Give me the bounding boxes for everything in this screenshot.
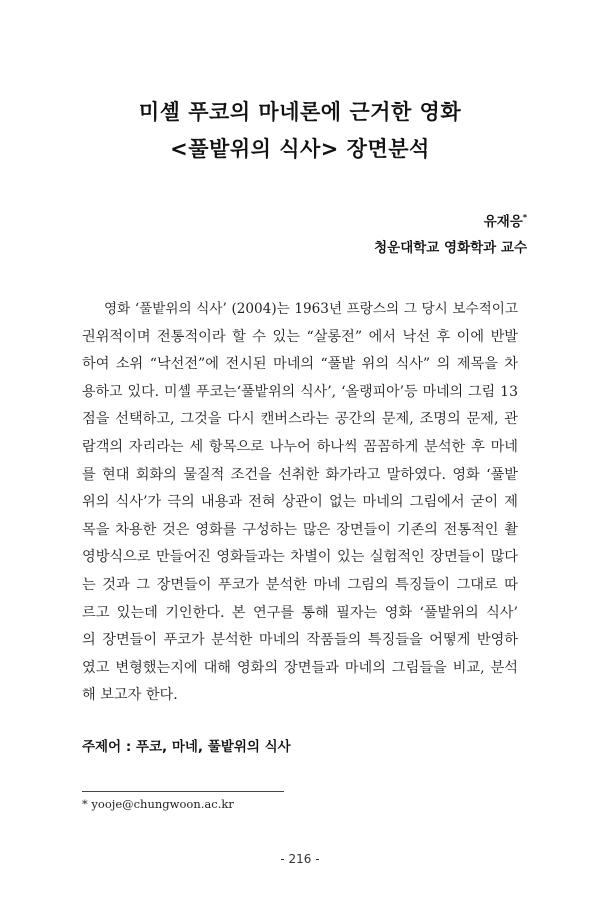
- abstract-line: 르고 있는데 기인한다. 본 연구를 통해 필자는 영화 ‘풀밭위의 식사’: [82, 604, 518, 621]
- abstract-line: 영화 ‘풀밭위의 식사’ (2004)는 1963년 프랑스의 그 당시 보수적이고: [104, 301, 518, 317]
- author-affiliation: 청운대학교 영화학과 교수: [374, 240, 527, 256]
- abstract-line: 는 것과 그 장면들이 푸코가 분석한 마네 그림의 특징들이 그대로 따: [82, 576, 518, 593]
- footnote-divider: [82, 791, 284, 792]
- author-name: [484, 210, 527, 230]
- page-number: - 216 -: [280, 852, 320, 866]
- abstract-line: 점을 선택하고, 그것을 다시 캔버스라는 공간의 문제, 조명의 문제, 관: [82, 411, 518, 428]
- abstract-line: 람객의 자리라는 세 항목으로 나누어 하나씩 꼼꼼하게 분석한 후 마네: [82, 438, 518, 455]
- paper-title-line-1: 미셸 푸코의 마네론에 근거한 영화: [138, 100, 462, 124]
- abstract-line: 였고 변형했는지에 대해 영화의 장면들과 마네의 그림들을 비교, 분석: [82, 659, 518, 676]
- abstract-line: 위의 식사’가 극의 내용과 전혀 상관이 없는 마네의 그림에서 굳이 제: [82, 494, 518, 511]
- abstract-line: 권위적이며 전통적이라 할 수 있는 “살롱전” 에서 낙선 후 이에 반발: [82, 328, 518, 345]
- paper-title-line-2: <풀밭위의 식사> 장면분석: [170, 137, 430, 161]
- abstract-line: 목을 차용한 것은 영화를 구성하는 많은 장면들이 기존의 전통적인 촬: [82, 521, 518, 538]
- abstract-line: 의 장면들이 푸코가 분석한 마네의 작품들의 특징들을 어떻게 반영하: [82, 632, 518, 649]
- abstract-line: 용하고 있다. 미셸 푸코는‘풀밭위의 식사’, ‘올랭피아’등 마네의 그림 13: [82, 383, 518, 400]
- abstract-line: 하여 소위 “낙선전”에 전시된 마네의 “풀밭 위의 식사” 의 제목을 차: [82, 356, 518, 373]
- abstract-line: 해 보고자 한다.: [82, 687, 178, 704]
- author-name-text: 유재응: [483, 214, 523, 230]
- keywords: 주제어 : 푸코, 마네, 풀밭위의 식사: [82, 739, 291, 755]
- abstract-line: 를 현대 회화의 물질적 조건을 선취한 화가라고 말하였다. 영화 ‘풀밭: [82, 466, 518, 483]
- footnote-email: * yooje@chungwoon.ac.kr: [82, 797, 234, 811]
- abstract: [82, 296, 518, 710]
- author-footnote-mark: *: [522, 213, 527, 222]
- abstract-line: 영방식으로 만들어진 영화들과는 차별이 있는 실험적인 장면들이 많다: [82, 549, 518, 566]
